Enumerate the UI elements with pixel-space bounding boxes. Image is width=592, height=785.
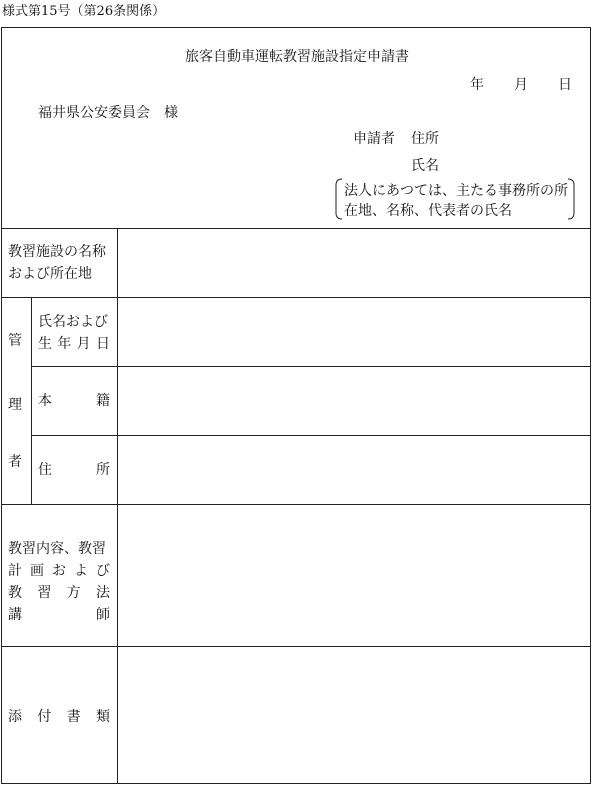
- content-char: 師: [96, 607, 110, 623]
- content-char: 計: [8, 563, 22, 579]
- note-line-1: 法人にあつては、主たる事務所の所: [344, 183, 568, 199]
- content-char: 教: [8, 585, 22, 601]
- training-content-label: [8, 538, 110, 626]
- address-char: 住: [38, 462, 52, 478]
- addressee: 福井県公安委員会 様: [38, 105, 178, 121]
- content-line-2: [8, 560, 110, 582]
- form-number: 様式第15号（第26条関係）: [2, 4, 166, 19]
- address-char: 所: [96, 462, 110, 478]
- attachments-char: 付: [37, 709, 52, 725]
- manager-char-1: 管: [8, 333, 22, 349]
- manager-char-2: 理: [8, 397, 22, 413]
- date-day-label: 日: [558, 77, 572, 93]
- name-birth-label: [38, 311, 110, 355]
- birth-char: 年: [57, 336, 72, 352]
- attachments-label: [8, 706, 110, 728]
- attachments-char: 類: [95, 709, 110, 725]
- applicant-name-label: 氏名: [411, 158, 439, 174]
- facility-label-line-1: 教習施設の名称: [8, 244, 106, 260]
- attachments-char: 添: [8, 709, 22, 725]
- note-line-2: 在地、名称、代表者の氏名: [344, 203, 512, 219]
- manager-char-3: 者: [8, 454, 22, 470]
- form-title: 旅客自動車運転教習施設指定申請書: [185, 49, 409, 65]
- domicile-label: [38, 390, 110, 412]
- content-char: 画: [30, 563, 44, 579]
- divider-domicile: [31, 435, 591, 436]
- birth-char: 生: [38, 336, 52, 352]
- content-char: 方: [66, 585, 81, 601]
- content-char: 習: [37, 585, 52, 601]
- corporate-note: [335, 178, 575, 220]
- content-line-1: 教習内容、教習: [8, 541, 106, 557]
- date-year-label: 年: [470, 77, 484, 93]
- facility-label: [8, 241, 106, 285]
- attachments-char: 書: [66, 709, 81, 725]
- facility-label-line-2: および所在地: [8, 266, 92, 282]
- applicant-label: 申請者: [353, 131, 395, 147]
- divider-name-birth: [31, 366, 591, 367]
- manager-address-label: [38, 459, 110, 481]
- domicile-char: 本: [38, 393, 52, 409]
- date-month-label: 月: [514, 77, 528, 93]
- divider-label-column: [117, 228, 118, 784]
- name-birth-line-2: [38, 333, 110, 355]
- content-char: よ: [74, 563, 88, 579]
- content-line-3: [8, 582, 110, 604]
- birth-char: 月: [76, 336, 91, 352]
- name-birth-line-1: 氏名および: [38, 314, 108, 330]
- divider-content: [1, 646, 591, 647]
- divider-manager-column: [31, 297, 32, 504]
- domicile-char: 籍: [96, 393, 110, 409]
- content-char: お: [52, 563, 66, 579]
- content-char: 法: [95, 585, 110, 601]
- divider-manager: [1, 504, 591, 505]
- divider-header: [1, 228, 591, 229]
- content-line-4: [8, 604, 110, 626]
- content-char: び: [96, 563, 110, 579]
- birth-char: 日: [95, 336, 110, 352]
- divider-facility: [1, 297, 591, 298]
- applicant-address-label: 住所: [411, 131, 439, 147]
- content-char: 講: [8, 607, 22, 623]
